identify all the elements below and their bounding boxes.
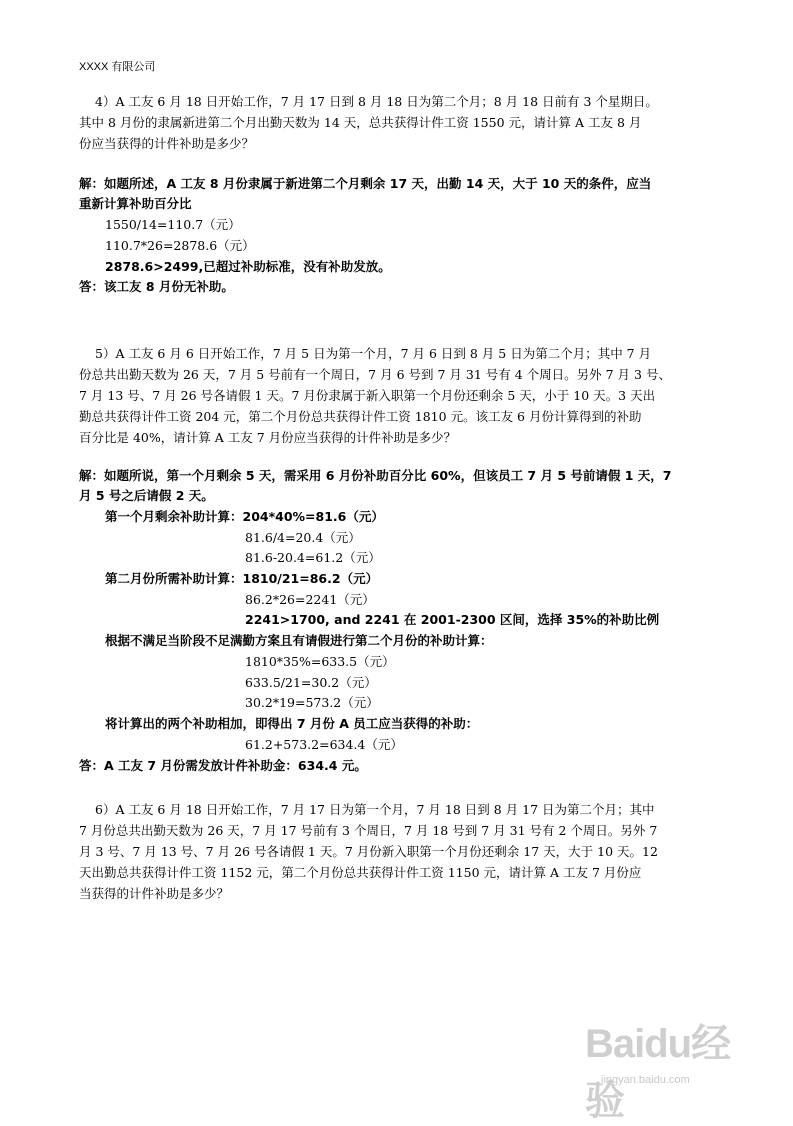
calc-heading: 将计算出的两个补助相加，即得出 7 月份 A 员工应当获得的补助： [105, 716, 479, 731]
calc-line: 1810*35%=633.5（元） [245, 654, 395, 669]
company-header: XXXX 有限公司 [79, 61, 156, 73]
solution-line: 月 5 号之后请假 2 天。 [79, 488, 214, 503]
calc-line: 633.5/21=30.2（元） [245, 675, 377, 690]
question-line: 天出勤总共获得计件工资 1152 元，第二个月份总共获得计件工资 1150 元，请计算 A 工友 7 月份应 [79, 865, 642, 880]
calc-line: 81.6-20.4=61.2（元） [245, 550, 381, 565]
answer-line: 答：A 工友 7 月份需发放计件补助金：634.4 元。 [79, 758, 367, 773]
calc-line: 30.2*19=573.2（元） [245, 695, 379, 710]
question-line: 4）A 工友 6 月 18 日开始工作，7 月 17 日到 8 月 18 日为第二个月；8 月 18 日前有 3 个星期日。 [95, 94, 658, 109]
watermark-url: jingyan.baidu.com [601, 1074, 690, 1086]
solution-line: 解：如题所述，A 工友 8 月份隶属于新进第二个月剩余 17 天，出勤 14 天，大于 10 天的条件，应当 [79, 176, 652, 191]
solution-line: 重新计算补助百分比 [79, 196, 192, 211]
question-line: 份应当获得的计件补助是多少？ [79, 136, 255, 151]
answer-line: 答：该工友 8 月份无补助。 [79, 279, 234, 294]
baidu-logo: Baidu经验 [585, 1022, 731, 1123]
question-line: 当获得的计件补助是多少？ [79, 886, 230, 901]
question-line: 勤总共获得计件工资 204 元，第二个月份总共获得计件工资 1810 元。该工友 6 月份计算得到的补助 [79, 409, 642, 424]
question-line: 7 月 13 号、7 月 26 号各请假 1 天。7 月份隶属于新入职第一个月份还剩余 5 天，小于 10 天。3 天出 [79, 388, 656, 403]
calc-line: 61.2+573.2=634.4（元） [245, 737, 403, 752]
calc-line: 110.7*26=2878.6（元） [105, 238, 255, 253]
calc-line: 1550/14=110.7（元） [105, 217, 241, 232]
calc-line: 81.6/4=20.4（元） [245, 530, 361, 545]
calc-line: 2878.6>2499,已超过补助标准，没有补助发放。 [105, 259, 391, 274]
calc-heading: 第一个月剩余补助计算：204*40%=81.6（元） [105, 509, 384, 524]
calc-line: 2241>1700, and 2241 在 2001-2300 区间，选择 35%的补助比例 [245, 612, 660, 627]
solution-line: 解：如题所说，第一个月剩余 5 天，需采用 6 月份补助百分比 60%，但该员工 7 月 5 号前请假 1 天，7 [79, 468, 672, 483]
calc-heading: 第二月份所需补助计算：1810/21=86.2（元） [105, 571, 379, 586]
calc-line: 86.2*26=2241（元） [245, 592, 375, 607]
question-line: 5）A 工友 6 月 6 日开始工作，7 月 5 日为第一个月，7 月 6 日到 8 月 5 日为第二个月；其中 7 月 [95, 346, 652, 361]
baidu-watermark [585, 1012, 755, 1123]
calc-heading: 根据不满足当阶段不足满勤方案且有请假进行第二个月份的补助计算： [105, 633, 493, 648]
question-line: 其中 8 月份的隶属新进第二个月出勤天数为 14 天，总共获得计件工资 1550 元，请计算 A 工友 8 月 [79, 115, 642, 130]
question-line: 7 月份总共出勤天数为 26 天，7 月 17 号前有 3 个周日，7 月 18 号到 7 月 31 号有 2 个周日。另外 7 [79, 823, 658, 838]
question-line: 6）A 工友 6 月 18 日开始工作，7 月 17 日为第一个月，7 月 18 日到 8 月 17 日为第二个月；其中 [95, 802, 655, 817]
question-line: 份总共出勤天数为 26 天，7 月 5 号前有一个周日，7 月 6 号到 7 月 31 号有 4 个周日。另外 7 月 3 号、 [79, 367, 671, 382]
question-line: 百分比是 40%，请计算 A 工友 7 月份应当获得的计件补助是多少？ [79, 430, 457, 445]
question-line: 月 3 号、7 月 13 号、7 月 26 号各请假 1 天。7 月份新入职第一个月份还剩余 17 天，大于 10 天。12 [79, 844, 658, 859]
